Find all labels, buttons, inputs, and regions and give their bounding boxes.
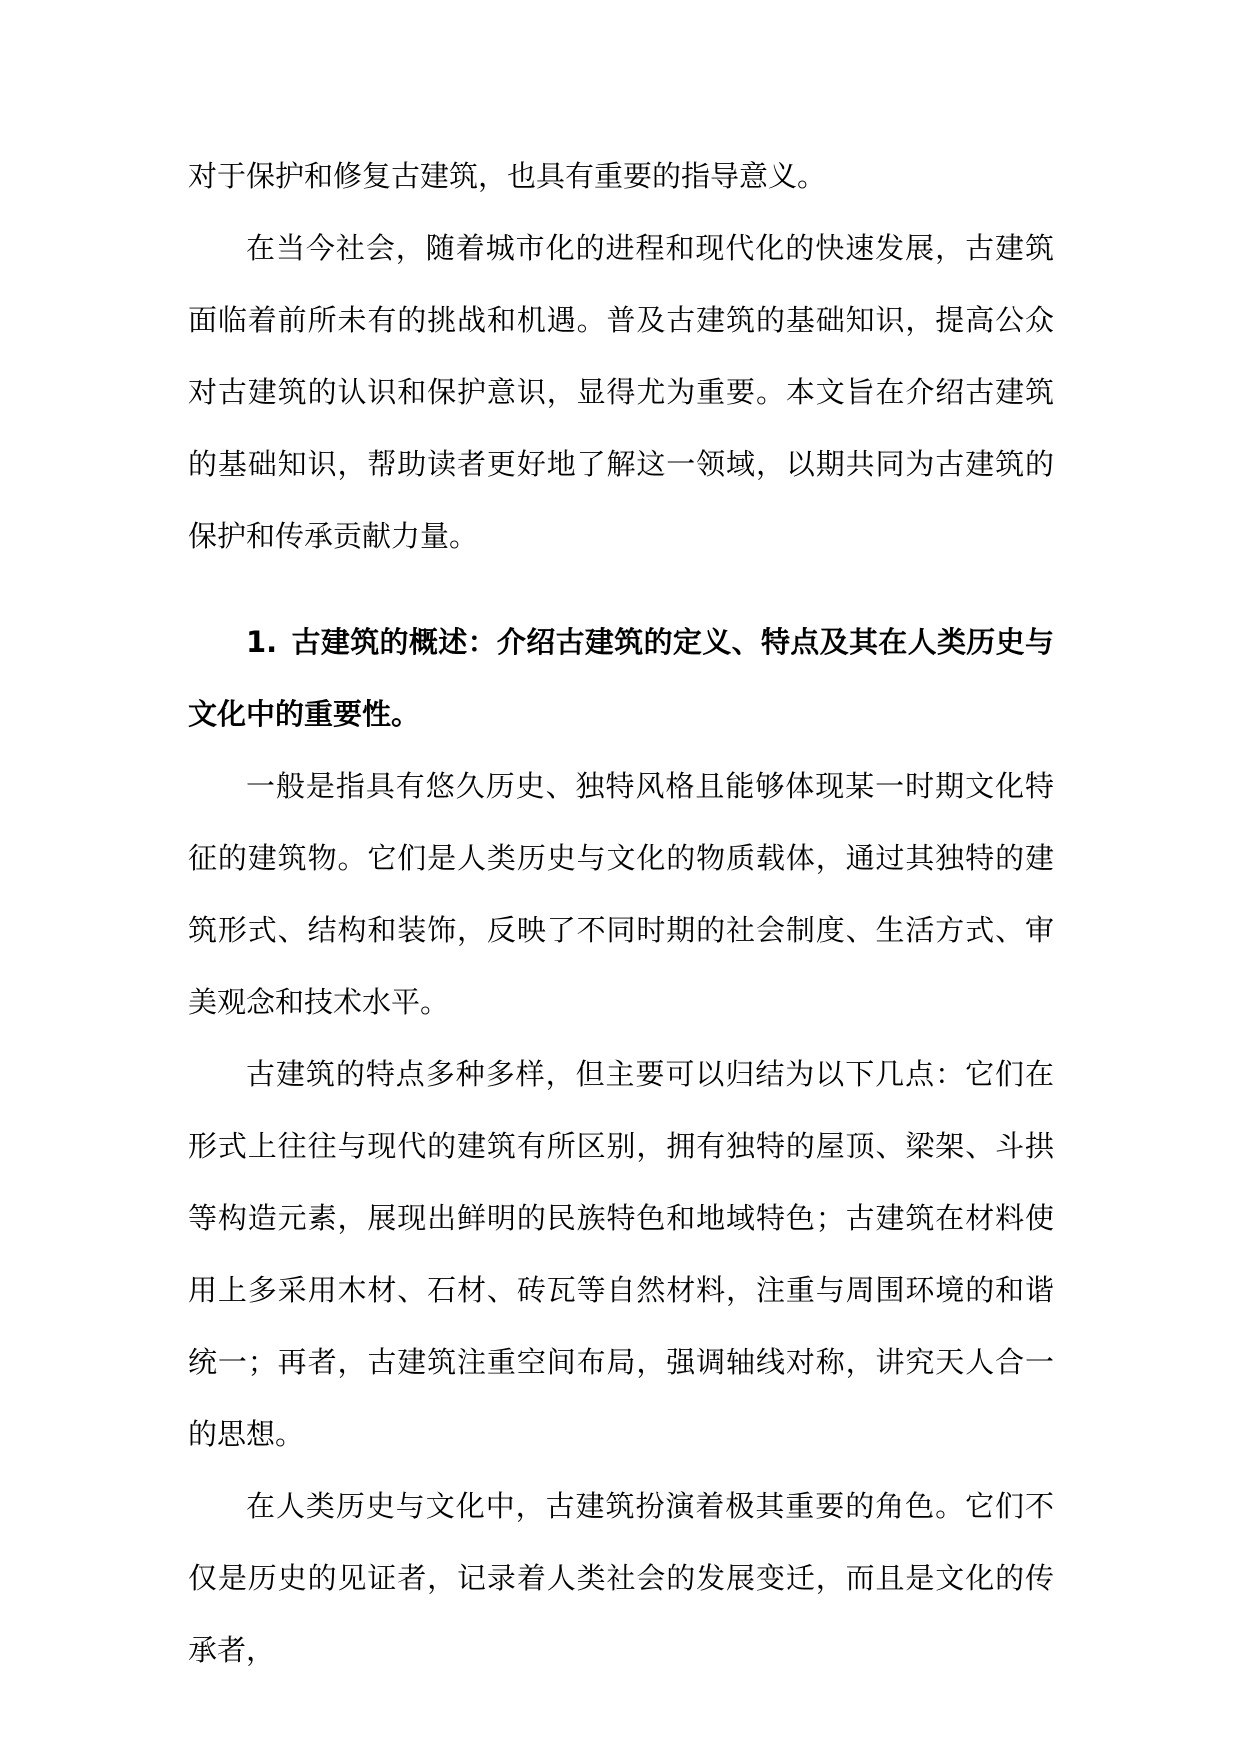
section-title: 古建筑的概述：介绍古建筑的定义、特点及其在人类历史与文化中的重要性。 <box>188 625 1054 731</box>
paragraph-definition: 一般是指具有悠久历史、独特风格且能够体现某一时期文化特征的建筑物。它们是人类历史与文化的物质载体，通过其独特的建筑形式、结构和装饰，反映了不同时期的社会制度、生活方式、审美观念和技术水平。 <box>188 769 1054 1019</box>
paragraph-continuation: 对于保护和修复古建筑，也具有重要的指导意义。 <box>188 159 827 193</box>
paragraph-intro: 在当今社会，随着城市化的进程和现代化的快速发展，古建筑面临着前所未有的挑战和机遇。普及古建筑的基础知识，提高公众对古建筑的认识和保护意识，显得尤为重要。本文旨在介绍古建筑的基础知识，帮助读者更好地了解这一领域，以期共同为古建筑的保护和传承贡献力量。 <box>188 231 1054 553</box>
document-body <box>188 140 1054 1686</box>
paragraph-importance: 在人类历史与文化中，古建筑扮演着极其重要的角色。它们不仅是历史的见证者，记录着人类社会的发展变迁，而且是文化的传承者， <box>188 1489 1054 1667</box>
section-number: 1. <box>246 625 278 659</box>
section-heading <box>188 606 1054 750</box>
paragraph-features: 古建筑的特点多种多样，但主要可以归结为以下几点：它们在形式上往往与现代的建筑有所区别，拥有独特的屋顶、梁架、斗拱等构造元素，展现出鲜明的民族特色和地域特色；古建筑在材料使用上多采用木材、石材、砖瓦等自然材料，注重与周围环境的和谐统一；再者，古建筑注重空间布局，强调轴线对称，讲究天人合一的思想。 <box>188 1057 1054 1451</box>
